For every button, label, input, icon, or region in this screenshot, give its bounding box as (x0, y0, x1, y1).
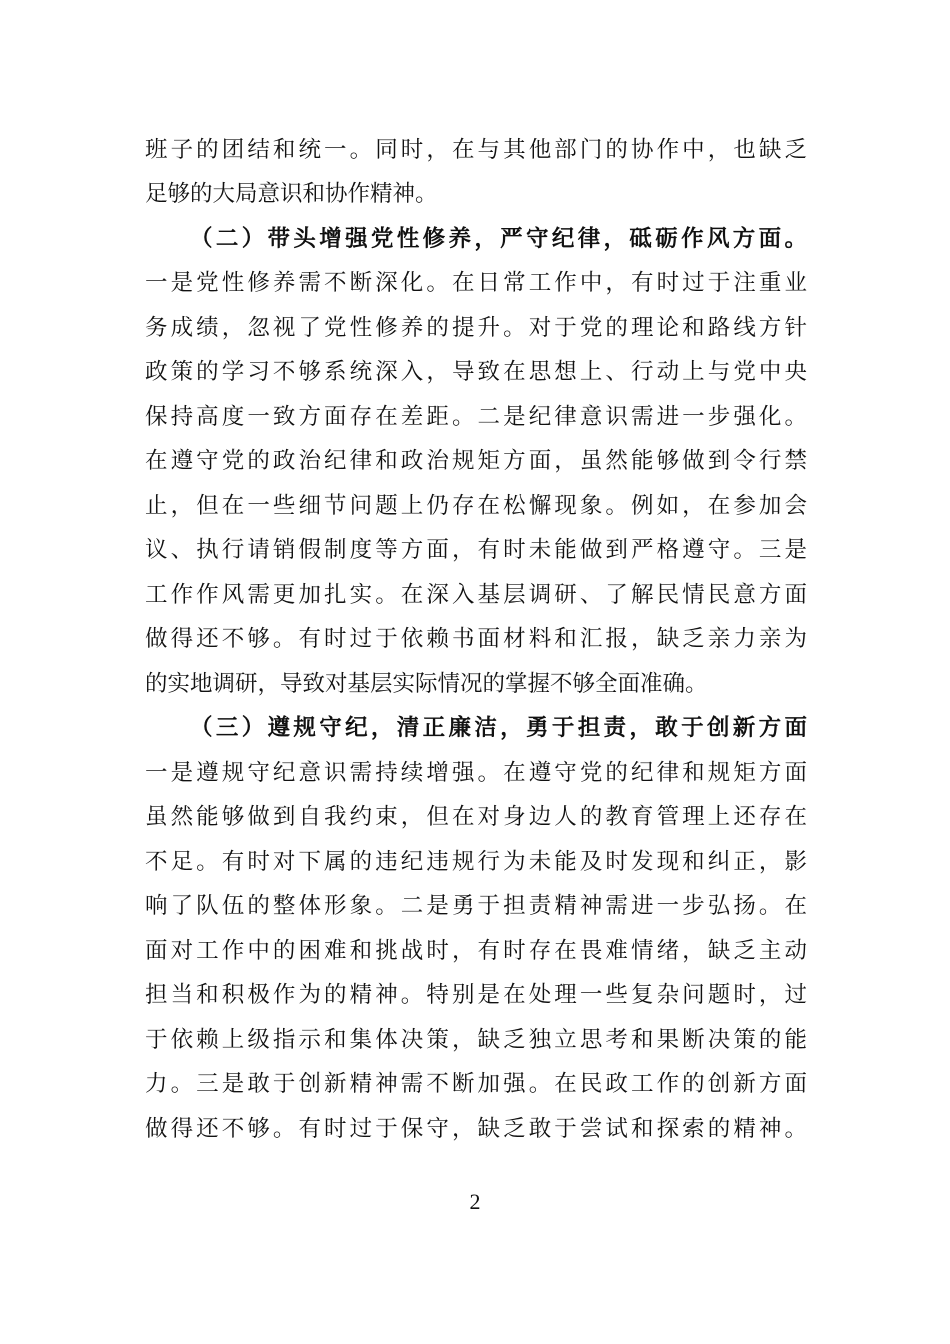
body-text-line-10: 议、执行请销假制度等方面，有时未能做到严格遵守。三是 (145, 537, 807, 563)
body-text-line-22: 力。三是敢于创新精神需不断加强。在民政工作的创新方面 (145, 1071, 807, 1097)
body-text-line-17: 不足。有时对下属的违纪违规行为未能及时发现和纠正，影 (145, 849, 807, 875)
page-number: 2 (469, 1189, 481, 1214)
body-text-line-16: 虽然能够做到自我约束，但在对身边人的教育管理上还存在 (145, 804, 807, 830)
body-text-line-19: 面对工作中的困难和挑战时，有时存在畏难情绪，缺乏主动 (145, 938, 807, 964)
body-text-line-8: 在遵守党的政治纪律和政治规矩方面，虽然能够做到令行禁 (145, 448, 807, 474)
body-text-line-18: 响了队伍的整体形象。二是勇于担责精神需进一步弘扬。在 (145, 893, 807, 919)
body-text-line-9: 止，但在一些细节问题上仍存在松懈现象。例如，在参加会 (145, 493, 807, 519)
body-text-line-7: 保持高度一致方面存在差距。二是纪律意识需进一步强化。 (145, 404, 807, 430)
section-heading-3: （三）遵规守纪，清正廉洁，勇于担责，敢于创新方面 (190, 715, 807, 741)
body-text-line-23: 做得还不够。有时过于保守，缺乏敢于尝试和探索的精神。 (145, 1116, 807, 1142)
body-text-line-1: 班子的团结和统一。同时，在与其他部门的协作中，也缺乏 (145, 137, 807, 163)
body-text-line-20: 担当和积极作为的精神。特别是在处理一些复杂问题时，过 (145, 982, 807, 1008)
section-heading-2: （二）带头增强党性修养，严守纪律，砥砺作风方面。 (190, 226, 807, 252)
body-text-line-15: 一是遵规守纪意识需持续增强。在遵守党的纪律和规矩方面 (145, 760, 807, 786)
body-text-line-5: 务成绩，忽视了党性修养的提升。对于党的理论和路线方针 (145, 315, 807, 341)
body-text-line-2: 足够的大局意识和协作精神。 (145, 181, 438, 207)
body-text-line-6: 政策的学习不够系统深入，导致在思想上、行动上与党中央 (145, 359, 807, 385)
body-text-line-11: 工作作风需更加扎实。在深入基层调研、了解民情民意方面 (145, 582, 807, 608)
body-text-line-21: 于依赖上级指示和集体决策，缺乏独立思考和果断决策的能 (145, 1027, 807, 1053)
body-text-line-12: 做得还不够。有时过于依赖书面材料和汇报，缺乏亲力亲为 (145, 626, 807, 652)
body-text-line-13: 的实地调研，导致对基层实际情况的掌握不够全面准确。 (145, 671, 708, 697)
body-text-line-4: 一是党性修养需不断深化。在日常工作中，有时过于注重业 (145, 270, 807, 296)
